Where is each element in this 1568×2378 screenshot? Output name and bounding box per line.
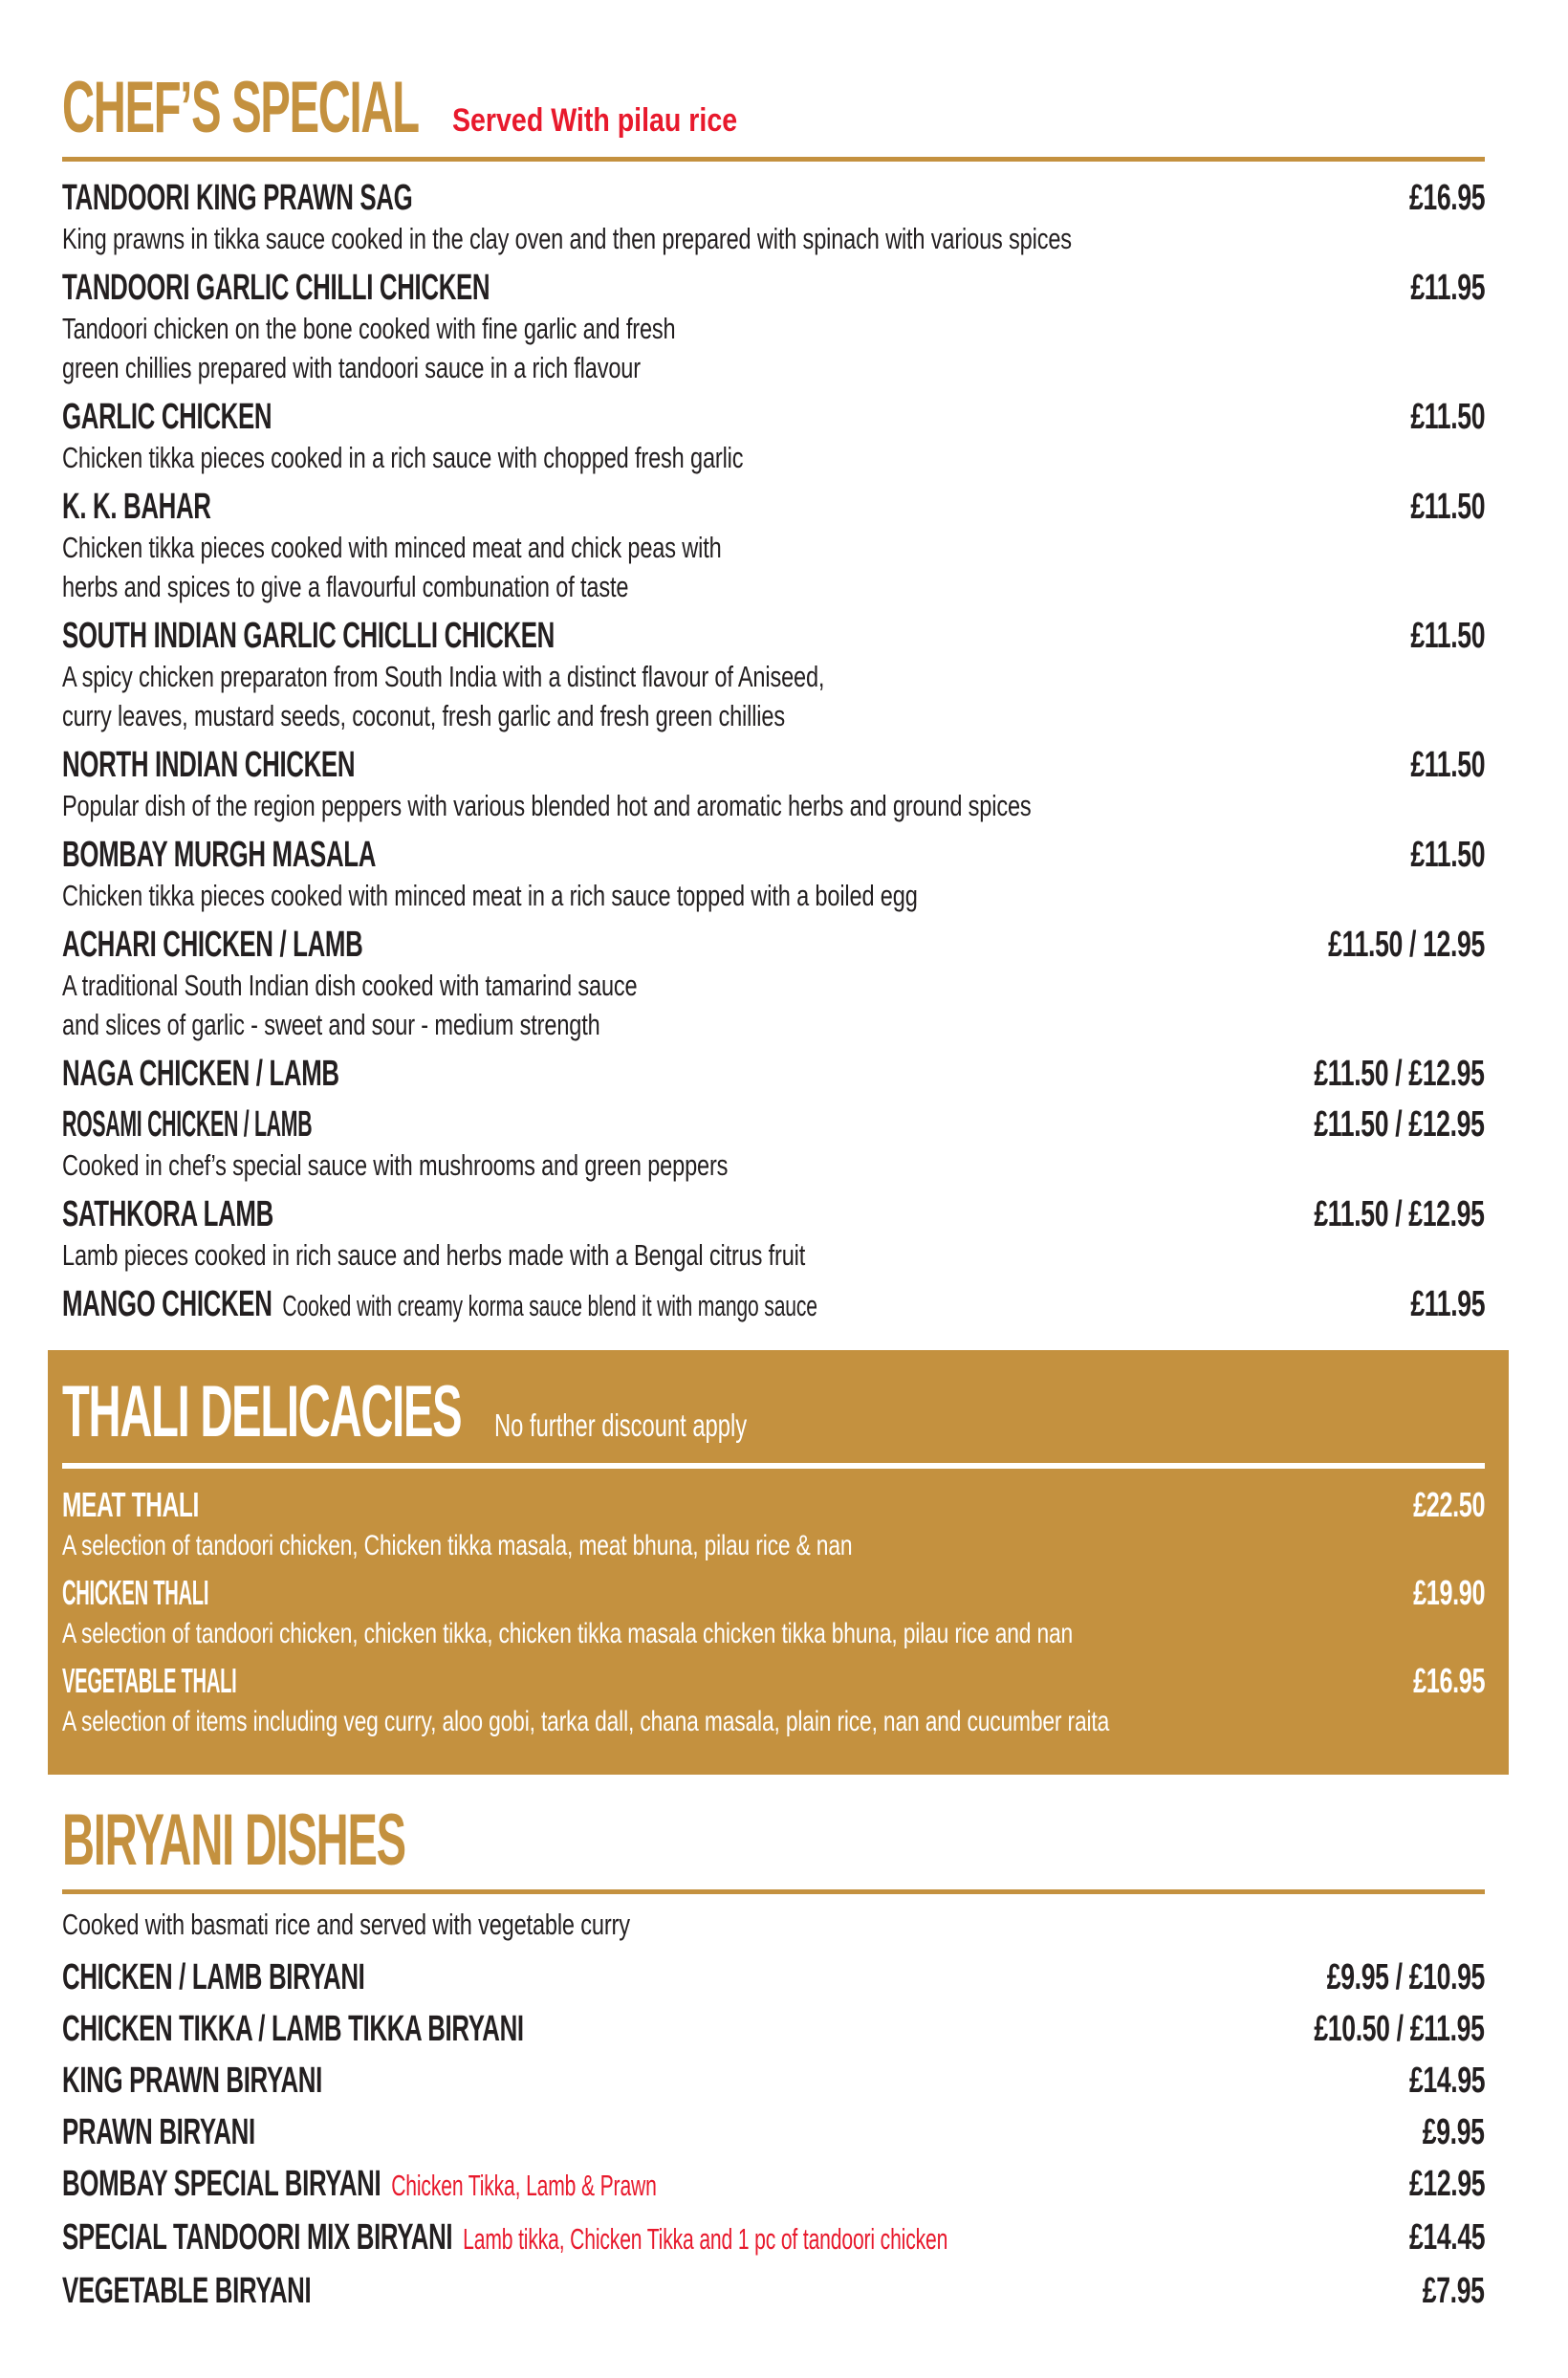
menu-item-left (62, 924, 362, 966)
gold-divider (62, 157, 1485, 162)
menu-item-row (62, 396, 1485, 438)
menu-item-row (62, 744, 1485, 786)
menu-item-row (62, 267, 1485, 309)
item-price: £11.50 (1410, 745, 1485, 785)
chefs-special-header (62, 67, 1485, 148)
biryani-intro: Cooked with basmati rice and served with vegetable curry (62, 1908, 630, 1941)
gold-divider (62, 1889, 1485, 1894)
item-price: £11.50 / £12.95 (1314, 1054, 1485, 1094)
thali-header (62, 1371, 1485, 1452)
menu-item-row (62, 2267, 1485, 2315)
item-price: £11.50 (1410, 616, 1485, 656)
item-price: £14.95 (1408, 2061, 1485, 2101)
item-description: A selection of tandoori chicken, chicken tikka, chicken tikka masala chicken tikka bhuna, pilau rice and nan (62, 1618, 1074, 1649)
item-name: CHICKEN / LAMB BIRYANI (62, 1957, 365, 1997)
item-name: VEGETABLE BIRYANI (62, 2271, 312, 2311)
menu-item-left (62, 2160, 657, 2210)
item-name: TANDOORI KING PRAWN SAG (62, 178, 413, 218)
menu-item (62, 177, 1485, 258)
menu-item (62, 2108, 1485, 2156)
item-name: CHICKEN THALI (62, 1573, 209, 1612)
item-description: Chicken tikka pieces cooked with minced meat in a rich sauce topped with a boiled egg (62, 879, 918, 912)
menu-item (62, 615, 1485, 735)
item-name: KING PRAWN BIRYANI (62, 2061, 322, 2101)
menu-item-row (62, 2214, 1485, 2263)
item-name: VEGETABLE THALI (62, 1661, 237, 1700)
menu-item (62, 1103, 1485, 1185)
menu-item-row (62, 1660, 1485, 1702)
item-note: Chicken Tikka, Lamb & Prawn (391, 2169, 657, 2202)
item-price: £11.50 / £12.95 (1314, 1104, 1485, 1145)
item-price: £22.50 (1413, 1485, 1485, 1524)
item-description: A selection of items including veg curry, aloo gobi, tarka dall, chana masala, plain rice, nan and cucumber raita (62, 1706, 1110, 1737)
chefs-special-title: CHEF’S SPECIAL (62, 67, 419, 148)
item-name: SPECIAL TANDOORI MIX BIRYANI (62, 2217, 453, 2258)
menu-item-left (62, 1660, 236, 1702)
menu-item-left (62, 834, 376, 876)
item-description: and slices of garlic - sweet and sour - medium strength (62, 1008, 600, 1041)
menu-item (62, 2214, 1485, 2263)
menu-item-left (62, 267, 490, 309)
menu-item-left (62, 1572, 208, 1614)
menu-item-left (62, 2057, 322, 2105)
item-description: green chillies prepared with tandoori sauce in a rich flavour (62, 351, 641, 384)
white-divider (62, 1463, 1485, 1469)
menu-item-left (62, 744, 355, 786)
menu-item-row (62, 2057, 1485, 2105)
menu-item (62, 396, 1485, 477)
menu-item-row (62, 834, 1485, 876)
item-price: £11.95 (1410, 268, 1485, 308)
item-price: £12.95 (1408, 2164, 1485, 2204)
item-price: £11.50 (1410, 397, 1485, 437)
item-description: A traditional South Indian dish cooked with tamarind sauce (62, 969, 638, 1002)
item-name: SOUTH INDIAN GARLIC CHICLLI CHICKEN (62, 616, 555, 656)
item-name: BOMBAY SPECIAL BIRYANI (62, 2164, 381, 2204)
menu-item-left (62, 1953, 364, 2001)
biryani-items (62, 1953, 1485, 2315)
menu-item-left (62, 2267, 311, 2315)
item-description: A spicy chicken preparaton from South India with a distinct flavour of Aniseed, (62, 660, 825, 693)
menu-item-row (62, 1283, 1485, 1327)
section-chefs-special (62, 67, 1485, 1327)
menu-item-row (62, 1053, 1485, 1095)
menu-item-row (62, 1193, 1485, 1235)
menu-item-left (62, 615, 555, 657)
menu-item-row (62, 1103, 1485, 1145)
menu-item-left (62, 1053, 339, 1095)
menu-item-row (62, 615, 1485, 657)
item-price: £16.95 (1408, 178, 1485, 218)
thali-subtitle: No further discount apply (494, 1407, 748, 1443)
item-description: King prawns in tikka sauce cooked in the clay oven and then prepared with spinach with various spices (62, 222, 1072, 255)
menu-item-left (62, 396, 272, 438)
item-name: ROSAMI CHICKEN / LAMB (62, 1104, 313, 1145)
item-price: £10.50 / £11.95 (1314, 2009, 1485, 2049)
item-description: A selection of tandoori chicken, Chicken tikka masala, meat bhuna, pilau rice & nan (62, 1530, 853, 1561)
section-biryani-dishes (62, 1800, 1485, 2315)
menu-item (62, 834, 1485, 915)
item-price: £14.45 (1408, 2217, 1485, 2258)
item-price: £7.95 (1423, 2271, 1485, 2311)
menu-item (62, 1484, 1485, 1566)
menu-item (62, 2057, 1485, 2105)
item-name: BOMBAY MURGH MASALA (62, 835, 377, 875)
menu-item (62, 2160, 1485, 2210)
chefs-special-subtitle: Served With pilau rice (452, 102, 738, 139)
item-description: herbs and spices to give a flavourful combunation of taste (62, 570, 629, 603)
menu-item-row (62, 2005, 1485, 2053)
item-name: SATHKORA LAMB (62, 1194, 273, 1234)
menu-item (62, 2005, 1485, 2053)
item-name: MANGO CHICKEN (62, 1284, 272, 1324)
menu-item-row (62, 2108, 1485, 2156)
biryani-header (62, 1800, 1485, 1881)
item-name: K. K. BAHAR (62, 487, 211, 527)
menu-item-left (62, 486, 211, 528)
thali-title: THALI DELICACIES (62, 1371, 462, 1452)
item-name: TANDOORI GARLIC CHILLI CHICKEN (62, 268, 490, 308)
biryani-title: BIRYANI DISHES (62, 1800, 405, 1881)
menu-item-row (62, 1953, 1485, 2001)
thali-items (62, 1484, 1485, 1742)
item-price: £11.50 (1410, 487, 1485, 527)
item-price: £11.50 / 12.95 (1328, 925, 1485, 965)
item-note: Cooked with creamy korma sauce blend it with mango sauce (282, 1289, 817, 1322)
item-name: NORTH INDIAN CHICKEN (62, 745, 356, 785)
menu-item-left (62, 1283, 817, 1327)
menu-item (62, 1193, 1485, 1275)
menu-item (62, 2267, 1485, 2315)
item-name: ACHARI CHICKEN / LAMB (62, 925, 363, 965)
menu-item (62, 486, 1485, 606)
item-name: MEAT THALI (62, 1485, 200, 1524)
menu-item-row (62, 2160, 1485, 2210)
item-price: £11.95 (1410, 1284, 1485, 1324)
menu-item-left (62, 177, 412, 219)
menu-item (62, 267, 1485, 387)
item-name: GARLIC CHICKEN (62, 397, 272, 437)
menu-item (62, 1953, 1485, 2001)
item-price: £16.95 (1413, 1661, 1485, 1700)
menu-item (62, 924, 1485, 1044)
menu-item (62, 744, 1485, 825)
menu-item (62, 1283, 1485, 1327)
menu-item-left (62, 2214, 947, 2263)
menu-item (62, 1572, 1485, 1654)
item-name: NAGA CHICKEN / LAMB (62, 1054, 339, 1094)
item-description: curry leaves, mustard seeds, coconut, fresh garlic and fresh green chillies (62, 699, 785, 732)
item-description: Tandoori chicken on the bone cooked with fine garlic and fresh (62, 312, 676, 345)
menu-item (62, 1660, 1485, 1742)
item-price: £11.50 (1410, 835, 1485, 875)
chefs-special-items (62, 177, 1485, 1327)
item-price: £9.95 / £10.95 (1326, 1957, 1485, 1997)
item-description: Chicken tikka pieces cooked with minced meat and chick peas with (62, 531, 722, 564)
item-description: Popular dish of the region peppers with various blended hot and aromatic herbs and ground spices (62, 789, 1032, 822)
item-name: CHICKEN TIKKA / LAMB TIKKA BIRYANI (62, 2009, 524, 2049)
item-description: Lamb pieces cooked in rich sauce and herbs made with a Bengal citrus fruit (62, 1238, 806, 1272)
menu-item-row (62, 177, 1485, 219)
menu-item-row (62, 1572, 1485, 1614)
item-name: PRAWN BIRYANI (62, 2112, 255, 2152)
menu-item-left (62, 2005, 524, 2053)
menu-item-row (62, 486, 1485, 528)
menu-item-row (62, 924, 1485, 966)
item-description: Chicken tikka pieces cooked in a rich sauce with chopped fresh garlic (62, 441, 744, 474)
section-thali-delicacies (48, 1350, 1509, 1775)
item-description: Cooked in chef’s special sauce with mushrooms and green peppers (62, 1148, 729, 1182)
menu-item-left (62, 2108, 255, 2156)
item-price: £9.95 (1423, 2112, 1485, 2152)
menu-item-left (62, 1484, 199, 1526)
item-price: £19.90 (1413, 1573, 1485, 1612)
menu-item-left (62, 1193, 273, 1235)
item-note: Lamb tikka, Chicken Tikka and 1 pc of tandoori chicken (463, 2222, 948, 2256)
menu-item-row (62, 1484, 1485, 1526)
menu-item (62, 1053, 1485, 1095)
menu-item-left (62, 1103, 312, 1145)
item-price: £11.50 / £12.95 (1314, 1194, 1485, 1234)
